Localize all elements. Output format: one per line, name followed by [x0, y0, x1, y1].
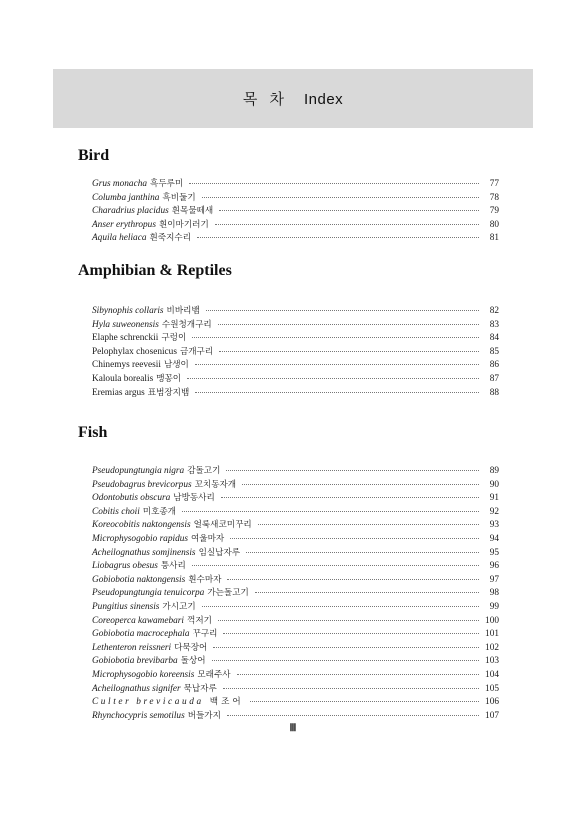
- page-number-ref: 99: [489, 601, 499, 612]
- toc-entry[interactable]: [92, 574, 499, 588]
- species-korean-name: 꼬치동자개: [194, 479, 237, 490]
- species-scientific-name: Eremias argus: [92, 387, 145, 398]
- page-number-ref: 83: [489, 319, 499, 330]
- section-fish: [78, 424, 498, 442]
- species-scientific-name: Gobiobotia brevibarba: [92, 656, 178, 667]
- page-number-ref: 100: [485, 615, 499, 626]
- species-korean-name: 가는돌고기: [207, 588, 249, 599]
- page-number-ref: 102: [485, 642, 499, 653]
- toc-list-fish: [92, 465, 499, 723]
- species-korean-name: 묵납자루: [183, 683, 217, 694]
- species-korean-name: 얼룩새코미꾸리: [193, 520, 252, 531]
- dot-leader: [227, 579, 479, 580]
- toc-entry[interactable]: [92, 205, 499, 219]
- toc-entry[interactable]: [92, 373, 499, 387]
- species-korean-name: 흰수마자: [188, 574, 222, 585]
- page-number-ref: 96: [489, 561, 499, 572]
- toc-entry[interactable]: [92, 178, 499, 192]
- species-scientific-name: Pseudobagrus brevicorpus: [92, 479, 192, 490]
- species-scientific-name: Acheilognathus signifer: [92, 683, 181, 694]
- dot-leader: [221, 497, 479, 498]
- species-scientific-name: Liobagrus obesus: [92, 561, 158, 572]
- toc-entry[interactable]: [92, 492, 499, 506]
- dot-leader: [219, 351, 479, 352]
- dot-leader: [226, 470, 479, 471]
- section-amphibian-reptiles: [78, 262, 498, 280]
- toc-entry[interactable]: [92, 232, 499, 246]
- species-korean-name: 남방동사리: [173, 493, 215, 504]
- species-scientific-name: Cobitis choii: [92, 506, 140, 517]
- page-number-ref: 92: [489, 506, 499, 517]
- toc-entry[interactable]: [92, 346, 499, 360]
- page-number-ref: 85: [489, 346, 499, 357]
- species-scientific-name: Grus monacha: [92, 179, 148, 189]
- species-scientific-name: Lethenteron reissneri: [92, 642, 172, 653]
- page-number-ref: 89: [489, 466, 499, 476]
- page-number-ref: 103: [485, 656, 499, 667]
- species-korean-name: 가시고기: [162, 601, 196, 612]
- species-korean-name: 감돌고기: [187, 466, 221, 476]
- index-header-banner: [53, 69, 533, 128]
- dot-leader: [218, 620, 479, 621]
- species-scientific-name: Rhynchocypris semotilus: [92, 710, 185, 721]
- page-number-ref: 80: [489, 219, 499, 230]
- toc-entry[interactable]: [92, 547, 499, 561]
- dot-leader: [227, 715, 479, 716]
- species-scientific-name: Gobiobotia naktongensis: [92, 574, 186, 585]
- dot-leader: [195, 364, 479, 365]
- page-number-ref: 94: [489, 533, 499, 544]
- species-scientific-name: Pungitius sinensis: [92, 601, 160, 612]
- species-korean-name: 버들가지: [187, 710, 221, 721]
- page-number-ref: 87: [489, 373, 499, 384]
- species-korean-name: 흑두루미: [150, 179, 184, 189]
- toc-entry[interactable]: [92, 669, 499, 683]
- species-scientific-name: Culter brevicauda: [92, 697, 204, 708]
- toc-entry[interactable]: [92, 219, 499, 233]
- page-number-ref: 104: [485, 669, 499, 680]
- toc-entry[interactable]: [92, 332, 499, 346]
- species-korean-name: 퉁사리: [160, 561, 186, 572]
- species-scientific-name: Acheilognathus somjinensis: [92, 547, 196, 558]
- dot-leader: [230, 538, 479, 539]
- toc-entry[interactable]: [92, 192, 499, 206]
- species-korean-name: 남생이: [163, 360, 189, 371]
- species-scientific-name: Microphysogobio koreensis: [92, 669, 195, 680]
- dot-leader: [195, 392, 479, 393]
- section-bird: [78, 147, 498, 165]
- section-title: Fish: [78, 424, 108, 441]
- toc-entry[interactable]: [92, 587, 499, 601]
- species-scientific-name: Pseudopungtungia nigra: [92, 466, 185, 476]
- species-scientific-name: Kaloula borealis: [92, 373, 154, 384]
- toc-list-bird: [92, 178, 499, 246]
- section-title: Amphibian & Reptiles: [78, 262, 232, 279]
- species-korean-name: 금개구리: [179, 346, 214, 357]
- page-number-ref: 91: [489, 493, 499, 504]
- page-number-ref: 98: [489, 588, 499, 599]
- species-korean-name: 여울마자: [190, 533, 225, 544]
- dot-leader: [219, 210, 479, 211]
- species-scientific-name: Anser erythropus: [92, 219, 156, 230]
- species-korean-name: 구렁이: [161, 333, 187, 344]
- dot-leader: [202, 197, 479, 198]
- dot-leader: [223, 688, 479, 689]
- page-number-ref: 107: [485, 710, 499, 721]
- species-korean-name: 흑비둘기: [162, 192, 196, 203]
- toc-entry[interactable]: [92, 533, 499, 547]
- species-scientific-name: Hyla suweonensis: [92, 319, 159, 330]
- species-korean-name: 다묵장어: [174, 642, 208, 653]
- page-number-ref: 77: [489, 179, 499, 189]
- species-scientific-name: Pelophylax chosenicus: [92, 346, 177, 357]
- toc-entry[interactable]: [92, 305, 499, 319]
- dot-leader: [242, 484, 479, 485]
- species-korean-name: 수원청개구리: [161, 319, 212, 330]
- species-korean-name: 백조어: [209, 697, 244, 708]
- species-korean-name: 미호종개: [142, 506, 176, 517]
- species-scientific-name: Chinemys reevesii: [92, 360, 161, 371]
- species-korean-name: 흰이마기러기: [158, 219, 209, 230]
- dot-leader: [192, 337, 479, 338]
- toc-entry[interactable]: [92, 615, 499, 629]
- species-korean-name: 꺽저기: [187, 615, 212, 626]
- species-scientific-name: Microphysogobio rapidus: [92, 533, 188, 544]
- toc-entry[interactable]: [92, 506, 499, 520]
- page-title-english: Index: [303, 91, 344, 108]
- dot-leader: [197, 237, 479, 238]
- toc-entry[interactable]: [92, 465, 499, 479]
- page-title: [243, 88, 343, 109]
- dot-leader: [215, 224, 479, 225]
- dot-leader: [223, 633, 479, 634]
- dot-leader: [213, 647, 479, 648]
- dot-leader: [212, 660, 479, 661]
- page-number-ref: 93: [489, 520, 499, 531]
- dot-leader: [258, 524, 479, 525]
- dot-leader: [255, 592, 479, 593]
- species-scientific-name: Pseudopungtungia tenuicorpa: [92, 588, 205, 599]
- species-scientific-name: Elaphe schrenckii: [92, 333, 159, 344]
- species-korean-name: 돌상어: [180, 656, 206, 667]
- dot-leader: [189, 183, 479, 184]
- page-number-ref: 78: [489, 192, 499, 203]
- page-number-ref: 101: [485, 629, 499, 640]
- page-number-ref: 88: [489, 387, 499, 398]
- page-number-ref: 105: [485, 683, 499, 694]
- species-korean-name: 임실납자루: [198, 547, 241, 558]
- dot-leader: [206, 310, 479, 311]
- dot-leader: [182, 511, 479, 512]
- species-korean-name: 맹꽁이: [156, 373, 182, 384]
- toc-list-amphibian-reptiles: [92, 305, 499, 400]
- page-number-ref: 90: [489, 479, 499, 490]
- page-number-ref: 86: [489, 360, 499, 371]
- species-scientific-name: Gobiobotia macrocephala: [92, 629, 190, 640]
- species-korean-name: 표범장지뱀: [147, 387, 190, 398]
- toc-entry[interactable]: [92, 628, 499, 642]
- toc-entry[interactable]: [92, 642, 499, 656]
- page-number-ref: 82: [489, 306, 499, 316]
- toc-entry[interactable]: [92, 560, 499, 574]
- dot-leader: [192, 565, 479, 566]
- species-korean-name: 흰목물떼새: [171, 206, 214, 217]
- dot-leader: [202, 606, 479, 607]
- species-korean-name: 비바리뱀: [166, 306, 200, 316]
- page-number-ref: 95: [489, 547, 499, 558]
- page-number: Ⅲ: [289, 723, 297, 734]
- toc-entry[interactable]: [92, 387, 499, 401]
- page-number-ref: 81: [489, 233, 499, 244]
- toc-entry[interactable]: [92, 710, 499, 724]
- dot-leader: [187, 378, 479, 379]
- page-number-ref: 79: [489, 206, 499, 217]
- species-scientific-name: Coreoperca kawamebari: [92, 615, 185, 626]
- page-number-ref: 84: [489, 333, 499, 344]
- page-number-ref: 106: [485, 697, 499, 708]
- toc-entry[interactable]: [92, 655, 499, 669]
- section-title: Bird: [78, 147, 110, 164]
- dot-leader: [246, 552, 479, 553]
- toc-entry[interactable]: [92, 319, 499, 333]
- dot-leader: [218, 324, 479, 325]
- species-scientific-name: Columba janthina: [92, 192, 160, 203]
- species-korean-name: 모래주사: [197, 669, 231, 680]
- species-korean-name: 흰죽지수리: [149, 233, 191, 244]
- toc-entry[interactable]: [92, 696, 499, 710]
- page-title-korean: 목 차: [242, 91, 288, 108]
- toc-entry[interactable]: [92, 359, 499, 373]
- species-scientific-name: Koreocobitis naktongensis: [92, 520, 191, 531]
- dot-leader: [237, 674, 479, 675]
- toc-entry[interactable]: [92, 479, 499, 493]
- species-korean-name: 꾸구리: [192, 629, 218, 640]
- page-number-ref: 97: [489, 574, 499, 585]
- toc-entry[interactable]: [92, 519, 499, 533]
- species-scientific-name: Sibynophis collaris: [92, 306, 164, 316]
- species-scientific-name: Aquila heliaca: [92, 233, 147, 244]
- toc-entry[interactable]: [92, 601, 499, 615]
- dot-leader: [250, 701, 479, 702]
- species-scientific-name: Odontobutis obscura: [92, 493, 171, 504]
- species-scientific-name: Charadrius placidus: [92, 206, 169, 217]
- toc-entry[interactable]: [92, 683, 499, 697]
